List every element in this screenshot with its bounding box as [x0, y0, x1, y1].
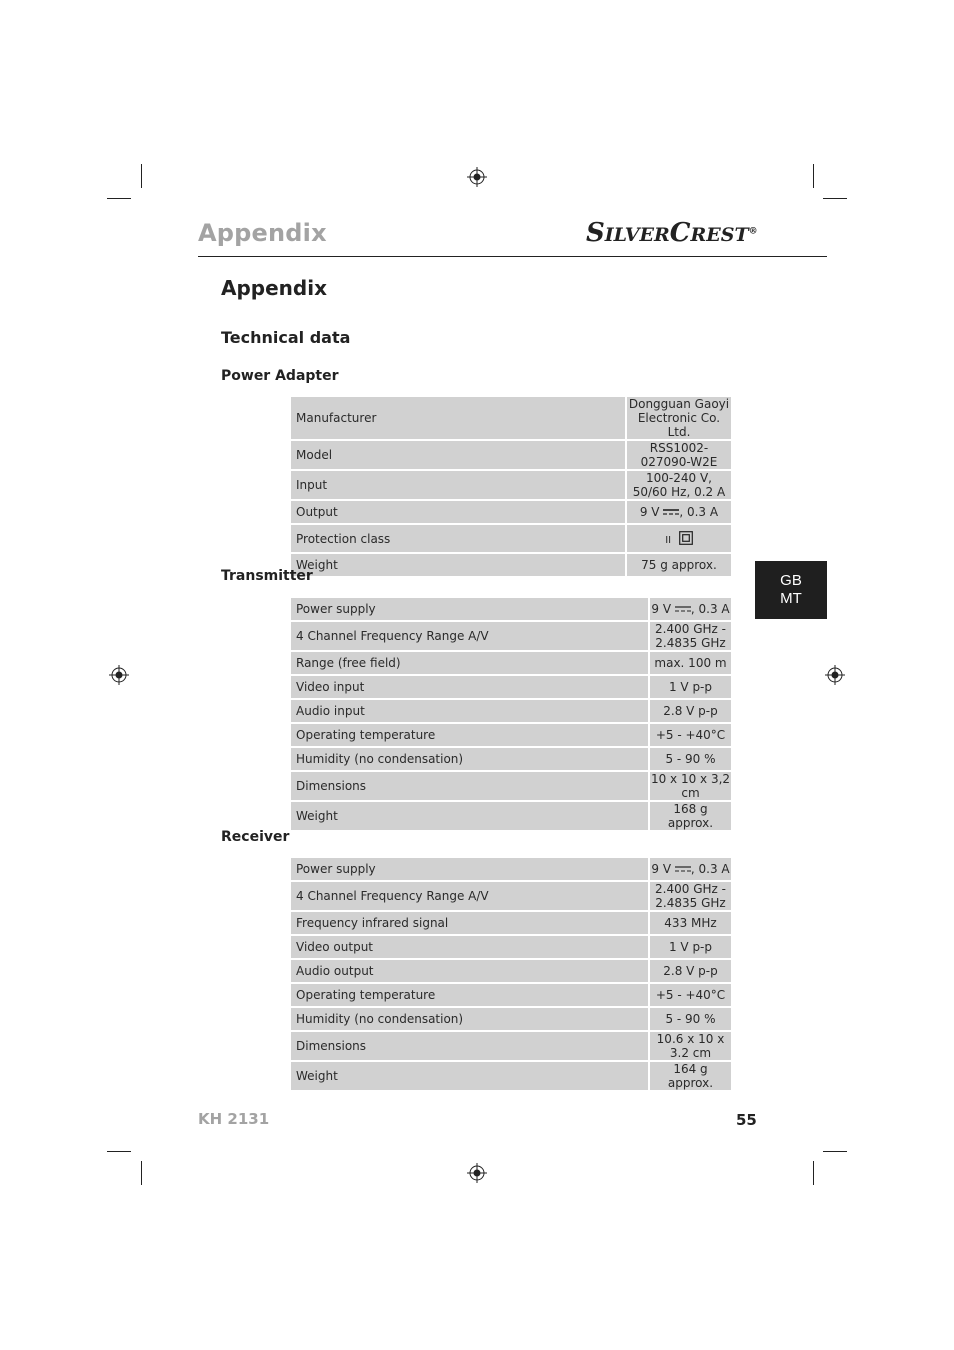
registration-mark-icon — [825, 665, 845, 685]
spec-value: 2.8 V p-p — [650, 700, 731, 722]
table-row — [291, 984, 731, 1006]
page-number: 55 — [736, 1111, 757, 1129]
table-row — [291, 1062, 731, 1090]
spec-label: Video output — [291, 936, 648, 958]
table-row — [291, 471, 731, 499]
spec-value: 433 MHz — [650, 912, 731, 934]
language-code: MT — [780, 590, 802, 607]
table-row — [291, 912, 731, 934]
crop-mark — [813, 1161, 814, 1185]
spec-label: Weight — [291, 802, 648, 830]
transmitter-heading: Transmitter — [221, 568, 313, 584]
table-row — [291, 724, 731, 746]
spec-label: Power supply — [291, 598, 648, 620]
registration-mark-icon — [109, 665, 129, 685]
spec-label: Range (free field) — [291, 652, 648, 674]
crop-mark — [107, 1151, 131, 1152]
page-heading: Appendix — [221, 276, 327, 300]
table-row — [291, 652, 731, 674]
spec-label: Dimensions — [291, 1032, 648, 1060]
table-row — [291, 960, 731, 982]
spec-label: Audio input — [291, 700, 648, 722]
spec-label: Output — [291, 501, 625, 523]
dc-symbol-icon — [663, 508, 679, 516]
class-ii-icon — [679, 531, 693, 545]
spec-label: Dimensions — [291, 772, 648, 800]
language-tab — [755, 561, 827, 619]
spec-label: Operating temperature — [291, 724, 648, 746]
spec-value: +5 - +40°C — [650, 724, 731, 746]
table-row — [291, 441, 731, 469]
table-row — [291, 598, 731, 620]
table-row — [291, 700, 731, 722]
spec-label: Operating temperature — [291, 984, 648, 1006]
spec-value: II — [627, 525, 731, 552]
brand-logo: SILVERCREST® — [586, 218, 758, 248]
table-row — [291, 622, 731, 650]
table-row — [291, 525, 731, 552]
crop-mark — [141, 1161, 142, 1185]
spec-label: Protection class — [291, 525, 625, 552]
spec-label: 4 Channel Frequency Range A/V — [291, 882, 648, 910]
spec-value: 10.6 x 10 x 3.2 cm — [650, 1032, 731, 1060]
crop-mark — [823, 198, 847, 199]
spec-label: Video input — [291, 676, 648, 698]
spec-value: 9 V , 0.3 A — [650, 858, 731, 880]
crop-mark — [823, 1151, 847, 1152]
spec-label: Humidity (no condensation) — [291, 1008, 648, 1030]
spec-value: 9 V , 0.3 A — [627, 501, 731, 523]
spec-value: 100-240 V, 50/60 Hz, 0.2 A — [627, 471, 731, 499]
registration-mark-icon — [467, 1163, 487, 1183]
table-row — [291, 1008, 731, 1030]
spec-value: 10 x 10 x 3,2 cm — [650, 772, 731, 800]
spec-label: Input — [291, 471, 625, 499]
table-row — [291, 802, 731, 830]
spec-value: 5 - 90 % — [650, 1008, 731, 1030]
section-heading: Technical data — [221, 328, 351, 347]
spec-label: Weight — [291, 1062, 648, 1090]
receiver-table — [289, 856, 733, 1092]
spec-label: Weight — [291, 554, 625, 576]
spec-value: max. 100 m — [650, 652, 731, 674]
receiver-heading: Receiver — [221, 829, 290, 845]
power-adapter-heading: Power Adapter — [221, 368, 339, 384]
header-rule — [198, 256, 827, 257]
table-row — [291, 936, 731, 958]
crop-mark — [107, 198, 131, 199]
spec-label: Audio output — [291, 960, 648, 982]
table-row — [291, 397, 731, 439]
spec-value: 5 - 90 % — [650, 748, 731, 770]
spec-label: 4 Channel Frequency Range A/V — [291, 622, 648, 650]
footer-model: KH 2131 — [198, 1110, 270, 1128]
spec-value: 2.400 GHz - 2.4835 GHz — [650, 882, 731, 910]
spec-value: Dongguan Gaoyi Electronic Co. Ltd. — [628, 397, 730, 439]
power-adapter-table — [289, 395, 733, 578]
table-row — [291, 676, 731, 698]
spec-value: 164 g approx. — [650, 1062, 731, 1090]
spec-value: +5 - +40°C — [650, 984, 731, 1006]
table-row — [291, 882, 731, 910]
spec-value: 1 V p-p — [650, 676, 731, 698]
spec-value: 2.400 GHz - 2.4835 GHz — [650, 622, 731, 650]
spec-value: 1 V p-p — [650, 936, 731, 958]
spec-value: RSS1002-027090-W2E — [627, 441, 731, 469]
table-row — [291, 748, 731, 770]
header-title: Appendix — [198, 219, 327, 247]
table-row — [291, 501, 731, 523]
table-row — [291, 554, 731, 576]
transmitter-table — [289, 596, 733, 832]
spec-value: 9 V , 0.3 A — [650, 598, 731, 620]
language-code: GB — [780, 572, 802, 589]
spec-label: Power supply — [291, 858, 648, 880]
spec-value: 2.8 V p-p — [650, 960, 731, 982]
dc-symbol-icon — [675, 605, 691, 613]
spec-label: Manufacturer — [291, 397, 625, 439]
spec-label: Frequency infrared signal — [291, 912, 648, 934]
table-row — [291, 858, 731, 880]
spec-value: 168 g approx. — [650, 802, 731, 830]
spec-label: Model — [291, 441, 625, 469]
spec-value: 75 g approx. — [627, 554, 731, 576]
registration-mark-icon — [467, 167, 487, 187]
table-row — [291, 772, 731, 800]
crop-mark — [141, 164, 142, 188]
table-row — [291, 1032, 731, 1060]
spec-label: Humidity (no condensation) — [291, 748, 648, 770]
dc-symbol-icon — [675, 865, 691, 873]
crop-mark — [813, 164, 814, 188]
